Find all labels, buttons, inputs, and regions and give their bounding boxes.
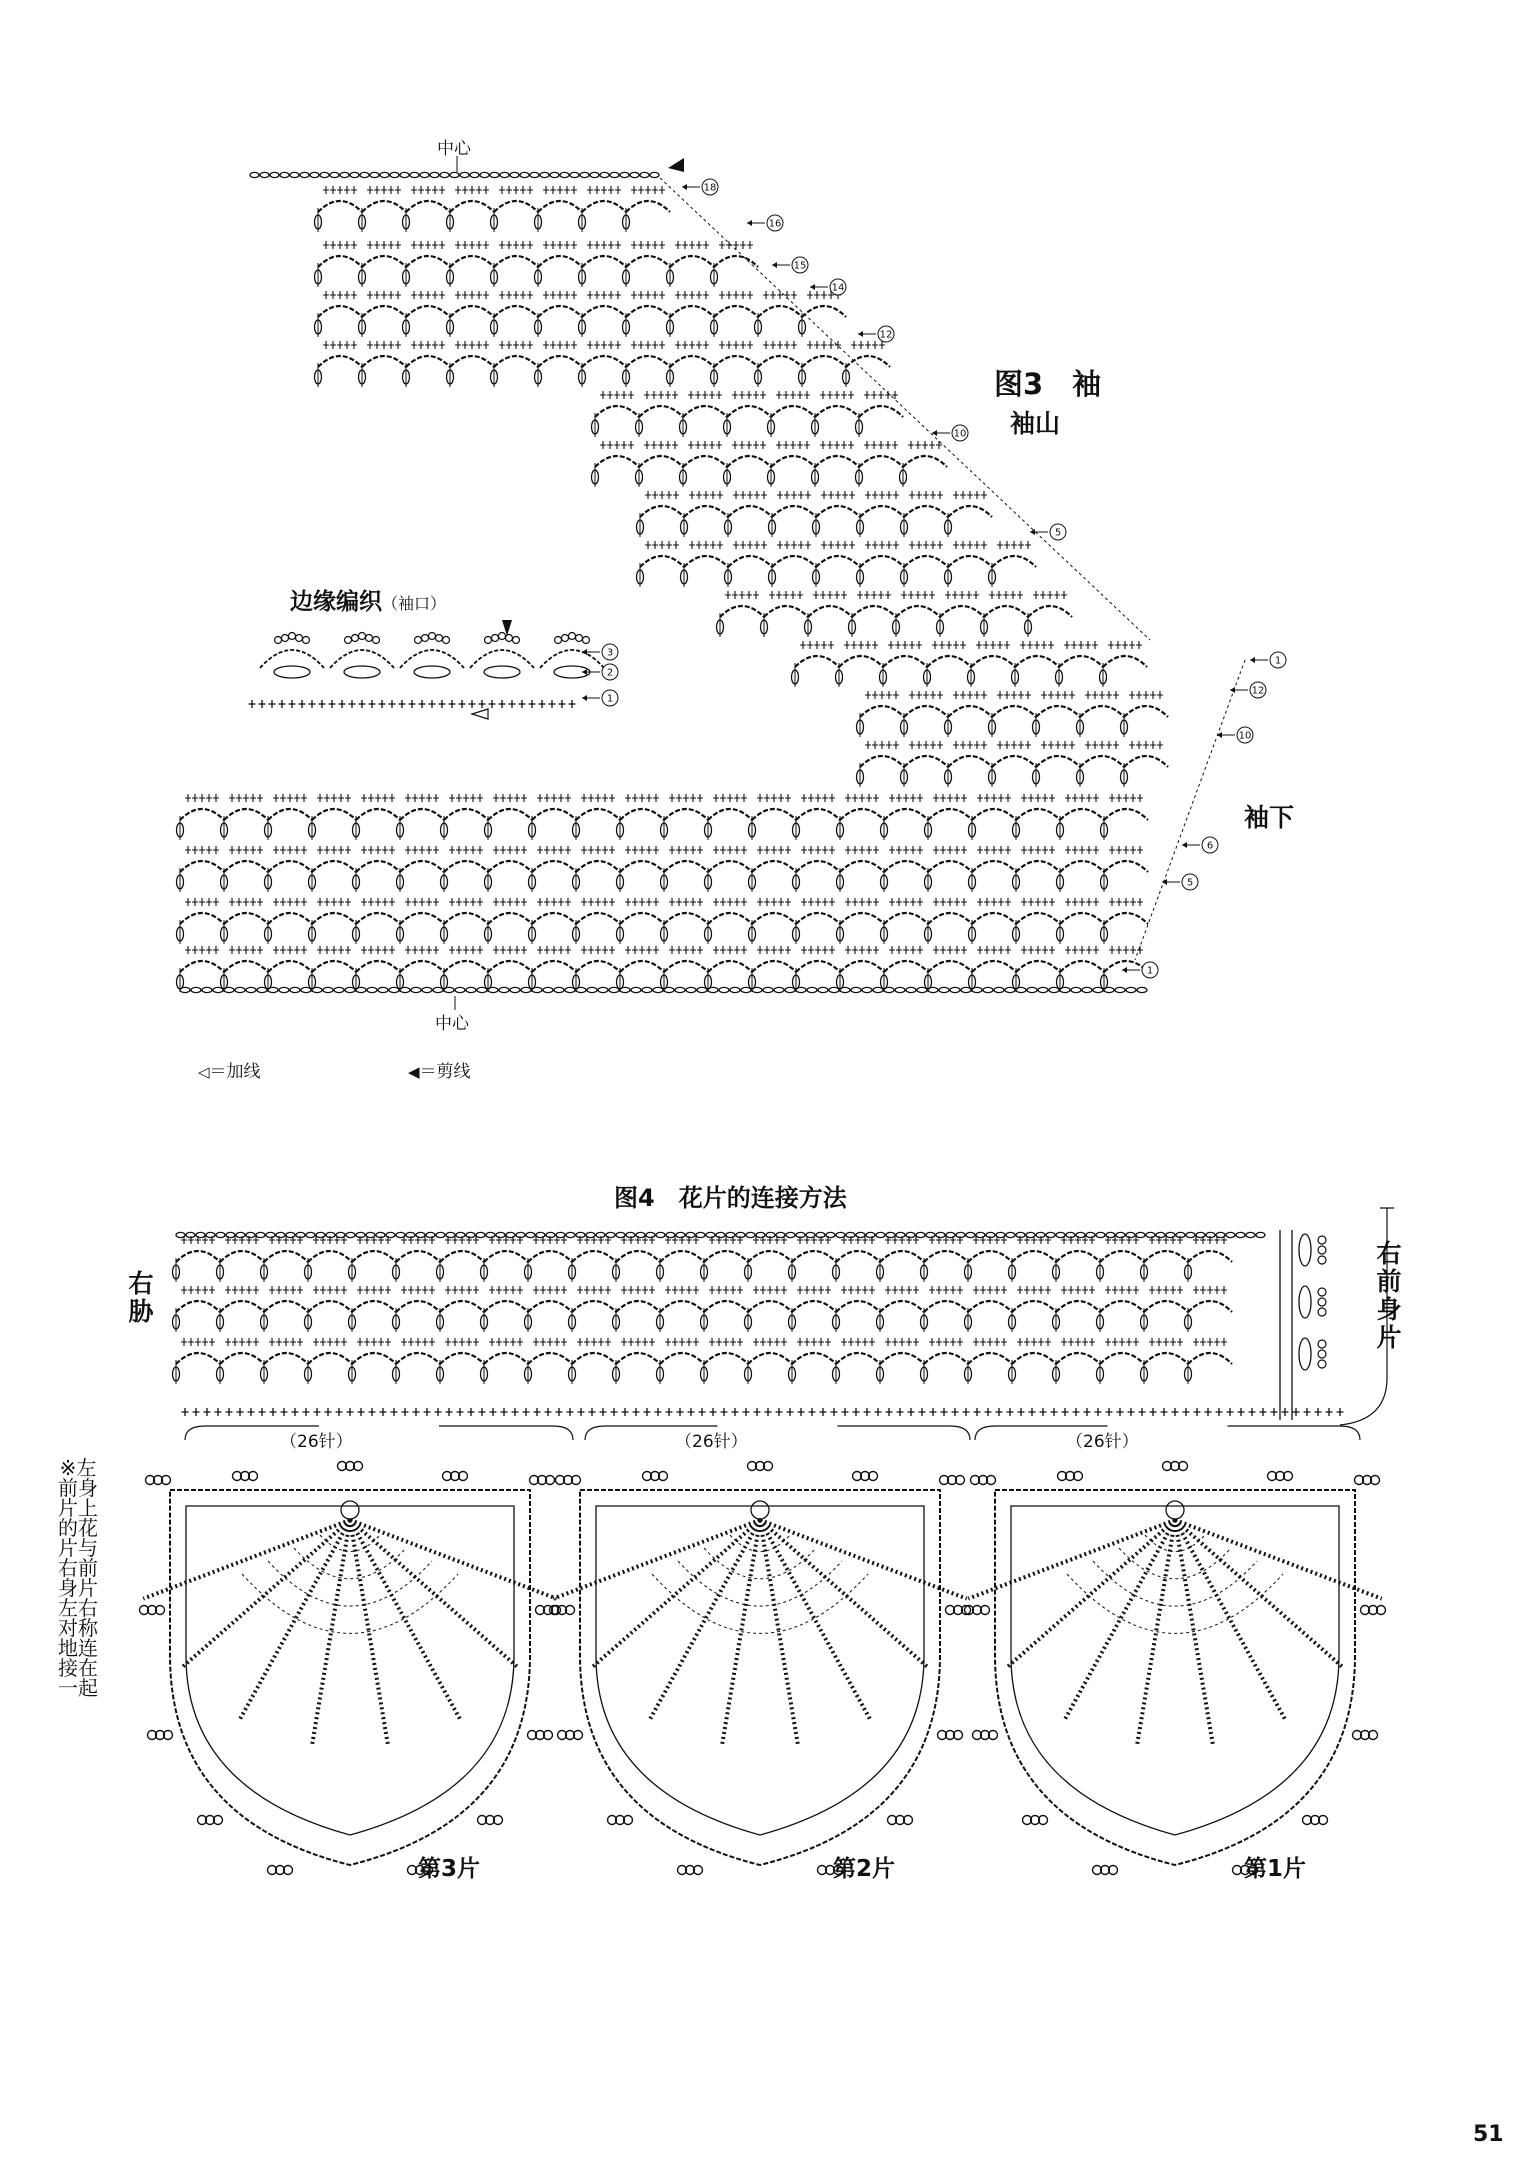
svg-text:5: 5	[1186, 877, 1194, 889]
svg-text:10: 10	[953, 428, 967, 440]
svg-text:14: 14	[831, 282, 845, 294]
fig4-note: ※左前身片上的花片与右前身片左右对称地连接在一起	[58, 1456, 98, 1700]
motif-2-chart	[550, 1462, 971, 1875]
legend-add-yarn	[198, 1057, 261, 1082]
fig4-right-side-label: 右胁	[128, 1269, 154, 1326]
svg-text:12: 12	[879, 329, 893, 341]
edging-title	[290, 583, 446, 616]
cut-yarn-text: ＝剪线	[419, 1062, 471, 1082]
motif-1-chart	[965, 1462, 1386, 1875]
svg-text:12: 12	[1251, 685, 1265, 697]
svg-text:1: 1	[1146, 965, 1154, 977]
svg-text:3: 3	[606, 647, 614, 659]
edging-title-note: （袖口）	[382, 594, 447, 613]
stitch-count-label-1: （26针）	[280, 1427, 353, 1452]
legend-cut-yarn	[408, 1057, 471, 1082]
svg-text:10: 10	[1238, 730, 1252, 742]
svg-text:5: 5	[1054, 527, 1062, 539]
fig4-title: 图4 花片的连接方法	[614, 1184, 847, 1212]
svg-text:1: 1	[1274, 655, 1282, 667]
fig4-joining-chart	[140, 1208, 1395, 1875]
cut-yarn-symbol: ◀	[408, 1063, 420, 1081]
fig3-title: 图3 袖	[994, 367, 1102, 401]
motif-label-1: 第1片	[1244, 1856, 1307, 1882]
svg-text:1: 1	[606, 693, 614, 705]
svg-text:18: 18	[703, 182, 717, 194]
edging-chart	[249, 620, 619, 719]
add-yarn-symbol: ◁	[198, 1063, 210, 1081]
motif-label-3: 第3片	[418, 1856, 481, 1882]
fig3-subtitle: 袖山	[1010, 409, 1061, 438]
svg-text:16: 16	[768, 218, 782, 230]
page-number: 51	[1473, 2122, 1504, 2147]
stitch-count-label-3: （26针）	[1066, 1427, 1139, 1452]
fig4-right-front-label: 右前身片	[1376, 1239, 1402, 1352]
fig3-center-label-top: 中心	[437, 139, 471, 159]
add-yarn-text: ＝加线	[209, 1062, 261, 1082]
fig3-center-label-bottom: 中心	[435, 1014, 469, 1034]
edging-title-main: 边缘编织	[290, 589, 382, 615]
motif-3-chart	[140, 1462, 561, 1875]
svg-text:2: 2	[606, 667, 614, 679]
stitch-count-label-2: （26针）	[675, 1427, 748, 1452]
svg-text:6: 6	[1206, 840, 1214, 852]
fig3-underarm-label: 袖下	[1244, 803, 1295, 832]
svg-text:15: 15	[793, 260, 807, 272]
motif-label-2: 第2片	[833, 1856, 896, 1882]
